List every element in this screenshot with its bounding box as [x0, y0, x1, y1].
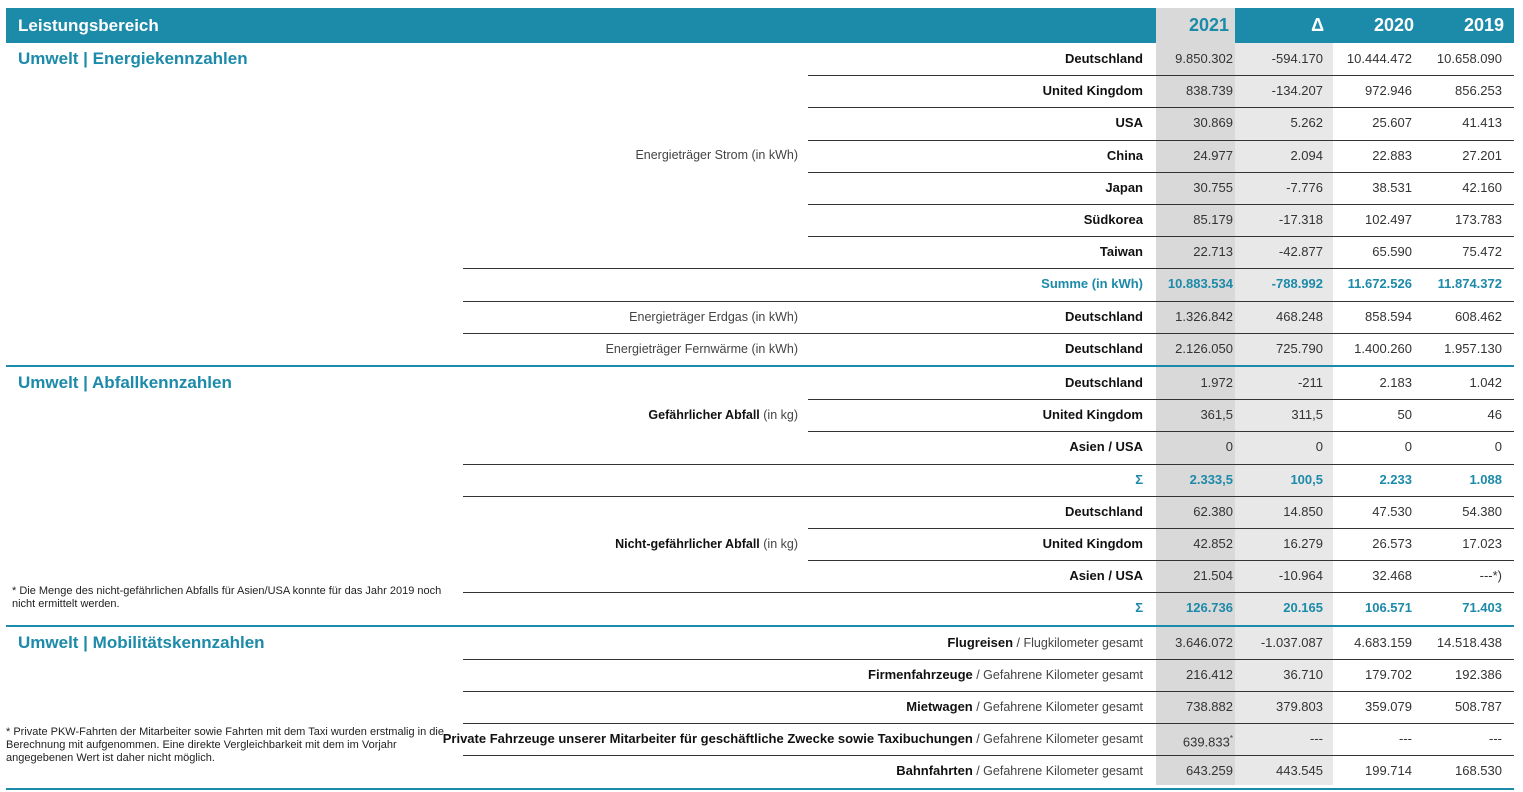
value-cell: [1392, 691, 1502, 723]
value-text: 4.683.159: [1354, 634, 1412, 650]
row-label: [440, 691, 1143, 723]
value-cell: [1392, 592, 1502, 624]
value-text: 30.755: [1193, 179, 1233, 195]
value-text: 972.946: [1365, 83, 1412, 99]
value-text: 11.672.526: [1347, 276, 1412, 292]
row-label-unit: / Gefahrene Kilometer gesamt: [972, 764, 1143, 779]
value-text: 1.088: [1469, 471, 1502, 487]
value-text: 0: [1404, 439, 1412, 455]
sum-label: [440, 268, 1143, 300]
value-text: -10.964: [1278, 568, 1323, 584]
row-label: [440, 723, 1143, 755]
value-text: 14.518.438: [1436, 634, 1502, 650]
value-text: 216.412: [1186, 666, 1233, 682]
value-text: 21.504: [1193, 568, 1233, 584]
value-text: 65.590: [1372, 244, 1412, 260]
value-cell: [1392, 107, 1502, 139]
row-label-main: Summe (in kWh): [1041, 276, 1143, 292]
value-text: 468.248: [1276, 308, 1323, 324]
row-label-main: USA: [1115, 115, 1143, 131]
value-cell: [1392, 755, 1502, 787]
row-label-main: Mietwagen: [906, 699, 973, 714]
value-cell: [1392, 627, 1502, 659]
group-label-main: Gefährlicher Abfall: [648, 408, 760, 422]
row-label-main: Σ: [1135, 471, 1143, 487]
value-text: -134.207: [1271, 83, 1323, 99]
value-cell: [1392, 367, 1502, 399]
value-text: 1.957.130: [1444, 340, 1502, 356]
value-text: ---: [1489, 731, 1502, 747]
value-text: 173.783: [1455, 212, 1502, 227]
value-text: 10.444.472: [1346, 51, 1412, 66]
row-label-main: Deutschland: [1064, 503, 1143, 519]
row-label-main: Deutschland: [1064, 340, 1143, 356]
value-text: 1.042: [1469, 375, 1502, 390]
value-text: 856.253: [1455, 83, 1502, 99]
value-text: 71.403: [1462, 600, 1502, 616]
group-label: [440, 367, 798, 464]
sum-label: [440, 464, 1143, 496]
value-text: 168.530: [1455, 763, 1502, 779]
group-label-unit: (in kg): [763, 536, 798, 551]
value-text: 0: [1225, 439, 1233, 455]
value-cell: [1392, 723, 1502, 755]
header-year-2021: 2021: [1156, 8, 1235, 43]
value-text: 26.573: [1372, 536, 1412, 551]
row-label-main: Taiwan: [1099, 244, 1143, 260]
value-text: 24.977: [1193, 147, 1233, 163]
row-label: [440, 659, 1143, 691]
header-year-2019: 2019: [1463, 15, 1504, 35]
value-text: 16.279: [1283, 536, 1323, 551]
value-cell: [1392, 431, 1502, 463]
value-cell: [1392, 140, 1502, 172]
value-text: 858.594: [1365, 308, 1412, 324]
value-cell: [1392, 496, 1502, 528]
group-label: Energieträger Strom (in kWh): [635, 148, 798, 162]
value-text: 443.545: [1276, 763, 1323, 779]
value-text: 25.607: [1372, 115, 1412, 131]
row-label-main: Südkorea: [1083, 212, 1143, 227]
value-text: 75.472: [1462, 244, 1502, 260]
value-text: -211: [1297, 375, 1323, 390]
value-text: 179.702: [1365, 666, 1412, 682]
value-cell: [1392, 528, 1502, 560]
row-label-main: Japan: [1105, 179, 1143, 195]
value-text: -42.877: [1278, 244, 1323, 260]
row-label-main: Deutschland: [1064, 51, 1143, 66]
row-label-main: United Kingdom: [1042, 536, 1143, 551]
value-text: 47.530: [1372, 503, 1412, 519]
value-text: 17.023: [1462, 536, 1502, 551]
value-text: 199.714: [1365, 763, 1412, 779]
row-label-main: United Kingdom: [1042, 83, 1143, 99]
value-text: 50: [1397, 407, 1412, 423]
value-text: 11.874.372: [1437, 276, 1502, 292]
value-text: -1.037.087: [1260, 634, 1323, 650]
value-text: 106.571: [1365, 600, 1412, 616]
value-text: 379.803: [1276, 699, 1323, 714]
value-text: 10.658.090: [1436, 51, 1502, 66]
value-cell: [1392, 301, 1502, 333]
value-text: 1.326.842: [1175, 308, 1233, 324]
row-label: [440, 627, 1143, 659]
header-year-2020: 2020: [1373, 15, 1414, 35]
value-text: 2.126.050: [1175, 340, 1233, 356]
value-text: ---*): [1479, 568, 1502, 584]
header-delta: Δ: [1311, 15, 1324, 35]
value-text: 41.413: [1462, 115, 1502, 131]
value-text: 2.183: [1379, 375, 1412, 390]
value-cell: [1392, 43, 1502, 75]
value-text: 0: [1494, 439, 1502, 455]
row-label-main: China: [1106, 147, 1143, 163]
value-cell: [1392, 399, 1502, 431]
group-label-unit: (in kg): [763, 408, 798, 422]
value-text: 1.972: [1200, 375, 1233, 390]
section-title-abfall: Umwelt | Abfallkennzahlen: [18, 373, 232, 392]
value-text: ---: [1310, 731, 1323, 747]
value-text: 2.333,5: [1189, 471, 1233, 487]
footnote-abfall: * Die Menge des nicht-gefährlichen Abfalls für Asien/USA konnte für das Jahr 2019 noch nicht ermittelt werden.: [12, 584, 442, 610]
value-text: 85.179: [1193, 212, 1233, 227]
row-label-main: Deutschland: [1064, 308, 1143, 324]
value-text: 38.531: [1372, 179, 1412, 195]
value-cell: [1392, 659, 1502, 691]
row-label: [440, 755, 1143, 787]
group-label: Energieträger Erdgas (in kWh): [629, 309, 798, 324]
value-text: 42.852: [1193, 536, 1233, 551]
value-text: 643.259: [1186, 763, 1233, 779]
value-text: 62.380: [1193, 503, 1233, 519]
value-cell: [1392, 75, 1502, 107]
value-text: 27.201: [1462, 147, 1502, 163]
group-label: Energieträger Fernwärme (in kWh): [605, 341, 798, 356]
value-text: 3.646.072: [1175, 634, 1233, 650]
sum-label: [440, 592, 1143, 624]
section-title-energie: Umwelt | Energiekennzahlen: [18, 49, 248, 68]
row-label-unit: / Gefahrene Kilometer gesamt: [972, 667, 1143, 682]
row-label-main: Asien / USA: [1069, 568, 1143, 584]
table-header: [6, 8, 1514, 43]
value-text: -788.992: [1271, 276, 1323, 292]
value-text: 838.739: [1186, 83, 1233, 99]
value-text: 738.882: [1186, 699, 1233, 714]
value-text: -7.776: [1286, 179, 1323, 195]
value-text: -594.170: [1271, 51, 1323, 66]
value-footnote-mark: *: [1229, 734, 1233, 744]
value-text: 359.079: [1365, 699, 1412, 714]
value-text: 32.468: [1372, 568, 1412, 584]
value-text: 639.833: [1182, 734, 1230, 750]
value-text: 42.160: [1462, 179, 1502, 195]
row-label-unit: / Gefahrene Kilometer gesamt: [972, 700, 1143, 714]
row-label-main: Private Fahrzeuge unserer Mitarbeiter für geschäftliche Zwecke sowie Taxibuchungen: [442, 731, 973, 747]
value-text: 54.380: [1462, 503, 1502, 519]
value-text: -17.318: [1278, 212, 1323, 227]
value-text: 10.883.534: [1167, 276, 1233, 292]
row-label-main: Σ: [1135, 600, 1143, 616]
row-label-main: Asien / USA: [1069, 439, 1143, 455]
value-text: 508.787: [1455, 699, 1502, 714]
value-text: 361,5: [1200, 407, 1233, 423]
row-label-main: Flugreisen: [947, 634, 1014, 650]
value-text: 46: [1487, 407, 1502, 423]
value-text: 100,5: [1290, 471, 1323, 487]
value-text: 725.790: [1276, 340, 1323, 356]
value-cell: [1392, 560, 1502, 592]
value-text: 36.710: [1283, 666, 1323, 682]
value-text: 102.497: [1365, 212, 1412, 227]
footnote-mobilitaet: * Private PKW-Fahrten der Mitarbeiter sowie Fahrten mit dem Taxi wurden erstmalig in die Berechnung mit aufgenommen. Eine direkte Vergleichbarkeit mit dem im Vorjahr angegebenen Wert ist daher nicht möglich.: [6, 725, 444, 764]
table-bottom-border: [6, 788, 1514, 790]
value-cell: [1392, 236, 1502, 268]
header-label: Leistungsbereich: [18, 16, 159, 35]
section-title-mobilitaet: Umwelt | Mobilitätskennzahlen: [18, 632, 265, 652]
value-text: 0: [1315, 439, 1323, 455]
value-text: 30.869: [1193, 115, 1233, 131]
group-label-main: Nicht-gefährlicher Abfall: [615, 536, 760, 551]
value-text: 20.165: [1283, 600, 1323, 616]
value-text: 192.386: [1455, 666, 1502, 682]
value-cell: [1392, 172, 1502, 204]
value-cell: [1392, 204, 1502, 236]
row-label-unit: / Gefahrene Kilometer gesamt: [972, 732, 1143, 747]
row-label-main: United Kingdom: [1042, 407, 1143, 423]
value-cell: [1392, 333, 1502, 365]
value-text: 2.233: [1379, 471, 1412, 487]
value-text: 126.736: [1186, 600, 1233, 616]
value-text: 2.094: [1290, 147, 1323, 163]
value-text: 311,5: [1291, 407, 1323, 423]
value-cell: [1392, 268, 1502, 300]
value-text: 22.713: [1193, 244, 1233, 260]
value-text: 22.883: [1372, 147, 1412, 163]
value-text: 9.850.302: [1175, 51, 1233, 66]
value-text: 608.462: [1455, 308, 1502, 324]
value-text: 1.400.260: [1354, 340, 1412, 356]
row-label-main: Bahnfahrten: [896, 763, 973, 779]
row-label-main: Deutschland: [1064, 375, 1143, 390]
row-label-unit: / Flugkilometer gesamt: [1013, 635, 1143, 650]
value-text: 14.850: [1283, 503, 1323, 519]
value-cell: [1392, 464, 1502, 496]
group-label: [440, 496, 798, 593]
row-label-main: Firmenfahrzeuge: [868, 666, 973, 682]
value-text: ---: [1399, 731, 1412, 747]
value-text: 5.262: [1290, 115, 1323, 131]
